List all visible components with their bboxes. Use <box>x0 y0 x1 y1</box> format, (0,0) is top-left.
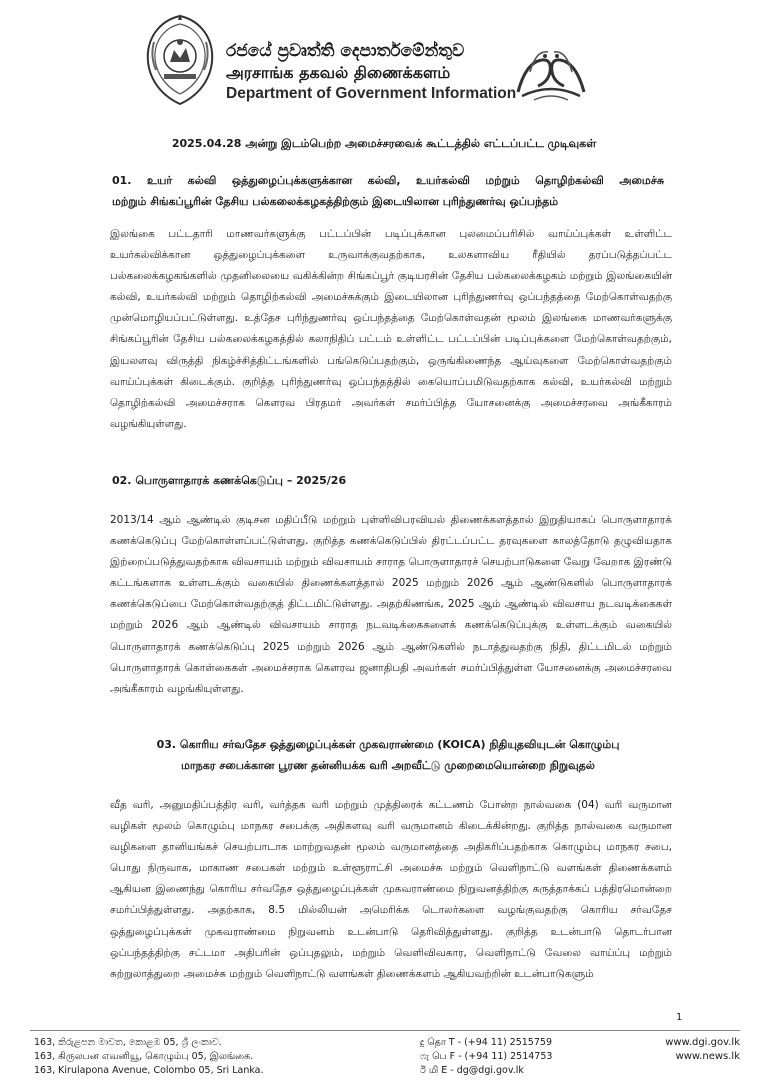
telephone-row <box>420 1036 552 1050</box>
address-sinhala: 163, කිරුළපන මාවත, කොළඹ 05, ශ්‍රී ලංකාව. <box>34 1037 222 1048</box>
website-link-dgi[interactable]: www.dgi.gov.lk <box>665 1037 740 1048</box>
section-title-line: மற்றும் சிங்கப்பூரின் தேசிய பல்கலைக்கழகத்திற்கும் இடையிலான புரிந்துணர்வு ஒப்பந்தம் <box>112 195 559 208</box>
page-number: 1 <box>676 1012 683 1023</box>
address-english: 163, Kirulapona Avenue, Colombo 05, Sri Lanka. <box>34 1065 264 1076</box>
department-name-english: Department of Government Information <box>226 85 517 102</box>
section-body-01: இலங்கை பட்டதாரி மாணவர்களுக்கு பட்டப்பின் படிப்புக்கான புலமைப்பரிசில் வாய்ப்புக்கள் உள்ளிட்ட உயர்கல்விக்கான ஒத்துழைப்புக்களை உருவாக்குவதற்காக, உலகளாவிய ரீதியில் தரப்படுத்தப்பட்ட பல்கலைக்கழகங்களில் முதனிலையை வகிக்கின்ற சிங்கப்பூர் குடியரசின் தேசிய பல்கலைக்கழகம் மற்றும் இலங்கையின் கல்வி, உயர்கல்வி மற்றும் தொழிற்கல்வி அமைச்சுக்கும் இடையிலான புரிந்துணர்வு ஒப்பந்தத்தை மேற்கொள்வதற்கு முன்மொழியப்பட்டுள்ளது. உத்தேச புரிந்துணர்வு ஒப்பந்தத்தை மேற்கொள்வதன் மூலம் இலங்கை மாணவர்களுக்கு சிங்கப்பூரின் தேசிய பல்கலைக்கழகத்தில் கலாநிதிப் பட்டம் உள்ளிட்ட பட்டப்பின் படிப்புக்களை மேற்கொள்வதற்கும், இயலளவு விருத்தி நிகழ்ச்சித்திட்டங்களில் பங்கெடுப்பதற்கும், ஒருங்கிணைந்த ஆய்வுகளை மேற்கொள்வதற்கும் வாய்ப்புக்கள் கிடைக்கும். குறித்த புரிந்துணர்வு ஒப்பந்தத்தில் கையொப்பமிடுவதற்காக கல்வி, உயர்கல்வி மற்றும் தொழிற்கல்வி அமைச்சராக கௌரவ பிரதமர் அவர்கள் சமர்ப்பித்த யோசனைக்கு அமைச்சரவை அங்கீகாரம் வழங்கியுள்ளது. <box>110 228 672 430</box>
section-body-03: வீத வரி, அனுமதிப்பத்திர வரி, வர்த்தக வரி மற்றும் முத்திரைக் கட்டணம் போன்ற நால்வகை (04) வரி வருமான வழிகள் மூலம் கொழும்பு மாநகர சபைக்கு அதிகளவு வரி வருமானம் கிடைக்கின்றது. குறித்த நால்வகை வருமான வழிகளை தானியங்கச் செயற்பாடாக மாற்றுவதன் மூலம் வருமானத்தை அதிகரிப்பதற்காக கொழும்பு மாநகர சபை, பொது நிருவாக, மாகாண சபைகள் மற்றும் உள்ளூராட்சி அமைச்சு மற்றும் வெளிநாட்டு வளங்கள் திணைக்களம் ஆகியன இணைந்து கொரிய சர்வதேச ஒத்துழைப்புக்கள் முகவராண்மை நிறுவனத்திற்கு கருத்தாக்கப் பத்திரமொன்றை சமர்ப்பித்துள்ளது. அதற்காக, 8.5 மில்லியன் அமெரிக்க டொலர்களை வழங்குவதற்கு கொரிய சர்வதேச ஒத்துழைப்புக்கள் முகவராண்மை நிறுவனம் உடன்பாடு தெரிவித்துள்ளது. குறித்த உடன்பாடு தொடர்பான ஒப்பந்தத்திற்கு சட்டமா அதிபரின் ஒப்புதலும், மற்றும் வெளிவிவகார, வெளிநாட்டு வேலை வாய்ப்பு மற்றும் சுற்றுலாத்துறை அமைச்சு மற்றும் வெளிநாட்டு வளங்கள் திணைக்களம் ஆகியவற்றின் உடன்பாடுகளும் <box>110 799 672 980</box>
email-value[interactable]: - dg@dgi.gov.lk <box>450 1065 524 1076</box>
section-title-line: 03. கொரிய சர்வதேச ஒத்துழைப்புக்கள் முகவராண்மை (KOICA) நிதியுதவியுடன் கொழும்பு <box>156 738 620 751</box>
email-row <box>420 1064 552 1078</box>
fax-row <box>420 1050 552 1064</box>
footer-contacts <box>420 1036 552 1078</box>
department-name-block <box>226 40 516 104</box>
letterhead <box>0 0 768 125</box>
section-title-line: 02. பொருளாதாரக் கணக்கெடுப்பு – 2025/26 <box>112 474 347 487</box>
address-tamil: 163, கிருலபன எவனியூ, கொழும்பு 05, இலங்கை. <box>34 1051 254 1062</box>
fax-value: - (+94 11) 2514753 <box>458 1051 553 1062</box>
section-title-line: மாநகர சபைக்கான பூரண தன்னியக்க வரி அறவீட்டு முறைமையொன்றை நிறுவுதல் <box>181 759 595 772</box>
swan-logo-icon <box>512 42 590 104</box>
department-name-tamil: அரசாங்க தகவல் திணைக்களம் <box>226 63 451 82</box>
section-title-02 <box>112 470 664 491</box>
footer-websites <box>665 1036 740 1064</box>
department-name-sinhala: රජයේ ප්‍රවෘත්ති දෙපාර්තමේන්තුව <box>226 41 465 61</box>
footer-divider <box>30 1030 740 1031</box>
section-title-line: 01. உயர் கல்வி ஒத்துழைப்புக்களுக்கான கல்வி, உயர்கல்வி மற்றும் தொழிற்கல்வி அமைச்சு <box>112 174 664 187</box>
sri-lanka-emblem-icon <box>140 12 220 108</box>
document-title: 2025.04.28 அன்று இடம்பெற்ற அமைச்சரவைக் கூட்டத்தில் எட்டப்பட்ட முடிவுகள் <box>171 137 597 150</box>
footer-address <box>34 1036 264 1078</box>
email-label: ඊ மி E <box>420 1065 448 1076</box>
website-link-news[interactable]: www.news.lk <box>675 1051 740 1062</box>
section-title-01 <box>112 170 664 212</box>
section-title-03 <box>112 734 664 776</box>
telephone-label: දු தொ T <box>420 1037 455 1048</box>
fax-label: ෆැ பெ F <box>420 1051 456 1062</box>
section-body-02: 2013/14 ஆம் ஆண்டில் குடிசன மதிப்பீடு மற்றும் புள்ளிவிபரவியல் திணைக்களத்தால் இறுதியாகப் பொருளாதாரக் கணக்கெடுப்பு மேற்கொள்ளப்பட்டுள்ளது. குறித்த கணக்கெடுப்பில் திரட்டப்பட்ட தரவுகளை காலத்தோடு தழுவியதாக இற்றைப்படுத்துவதற்காக விவசாயம் மற்றும் விவசாயம் சாராத பொருளாதாரச் செயற்பாடுகளை வேறு வேறாக இரண்டு கட்டங்களாக உள்ளடக்கும் வகையில் திணைக்களத்தால் 2025 மற்றும் 2026 ஆம் ஆண்டுகளில் பொருளாதாரக் கணக்கெடுப்பை மேற்கொள்வதற்குத் திட்டமிட்டுள்ளது. அதற்கிணங்க, 2025 ஆம் ஆண்டில் விவசாய நடவடிக்கைகள் மற்றும் 2026 ஆம் ஆண்டில் விவசாயம் சாராத நடவடிக்கைகளைக் கணக்கெடுப்புக்கு உள்ளடக்கும் வகையில் பொருளாதாரக் கணக்கெடுப்பு 2025 மற்றும் 2026 ஆம் ஆண்டுகளில் நடாத்துவதற்கு நிதி, திட்டமிடல் மற்றும் பொருளாதாரக் கொள்கைகள் அமைச்சராக கௌரவ ஜனாதிபதி அவர்கள் சமர்ப்பித்துள்ள யோசனைக்கு அமைச்சரவை அங்கீகாரம் வழங்கியுள்ளது. <box>110 514 672 695</box>
telephone-value: - (+94 11) 2515759 <box>457 1037 552 1048</box>
